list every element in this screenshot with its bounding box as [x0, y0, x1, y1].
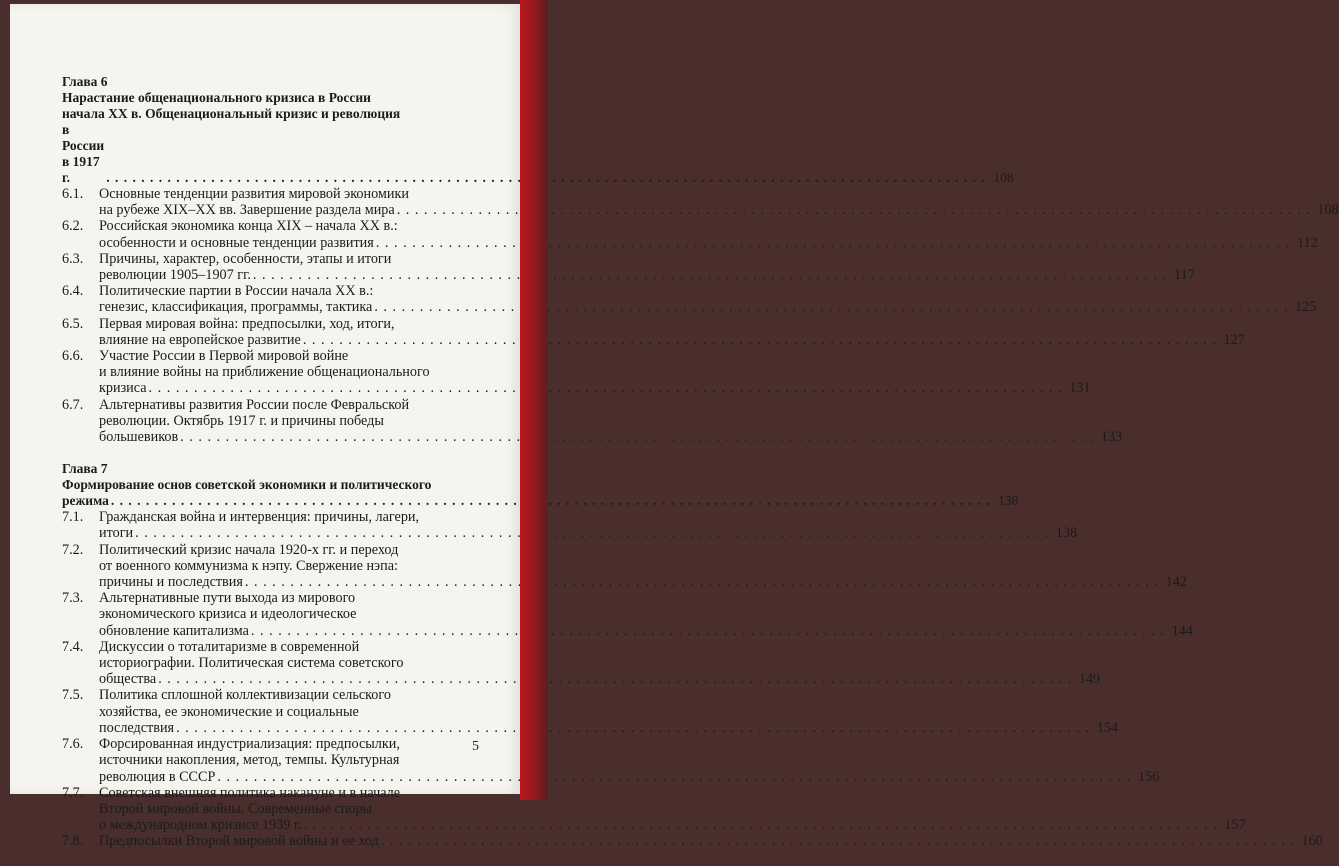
- entry-text: Российская экономика конца XIX – начала XX в.:: [99, 218, 398, 235]
- entry-body: [99, 283, 1316, 315]
- entry-line: [99, 623, 1193, 639]
- entry-page: 125: [1294, 299, 1317, 316]
- entry-page: 142: [1165, 574, 1187, 591]
- entry-line: [99, 785, 1246, 801]
- entry-text: причины и последствия: [99, 574, 243, 591]
- entry-number: 6.2.: [62, 218, 84, 235]
- toc-entry: [62, 315, 1245, 348]
- entry-text: влияние на европейское развитие: [99, 331, 301, 348]
- entry-page: 127: [1223, 331, 1245, 348]
- entry-number: 7.1.: [62, 509, 84, 526]
- entry-body: [99, 736, 1159, 785]
- chapter-label: Глава 6: [62, 74, 108, 89]
- entry-body: [99, 251, 1195, 283]
- entry-line: [99, 704, 1118, 720]
- chapter-title-text: в России в 1917 г.: [62, 122, 105, 185]
- entry-line: [99, 267, 1195, 283]
- entry-text: Политические партии в России начала XX в.:: [99, 283, 374, 300]
- entry-page: 117: [1174, 267, 1195, 284]
- chapter-title-text: Формирование основ советской экономики и политического: [62, 477, 432, 493]
- chapter-label: Глава 7: [62, 461, 108, 477]
- book-cover-edge: [520, 0, 548, 800]
- entry-page: 131: [1069, 380, 1091, 397]
- leader-dots: [149, 380, 1063, 396]
- entry-line: [99, 542, 1187, 558]
- toc-entry: [62, 833, 1323, 850]
- entry-text: особенности и основные тенденции развития: [99, 234, 374, 251]
- leader-dots: [111, 493, 990, 509]
- entry-page: 133: [1100, 429, 1123, 446]
- entry-line: [99, 429, 1122, 445]
- entry-text: революции 1905–1907 гг.: [99, 267, 251, 284]
- toc-entry: [62, 736, 1160, 785]
- entry-text: на рубеже XIX–XX вв. Завершение раздела мира: [99, 202, 395, 219]
- entry-line: [99, 413, 1122, 429]
- table-of-contents: [62, 74, 1339, 866]
- entry-line: [99, 235, 1318, 251]
- entry-text: революция в СССР: [99, 768, 216, 785]
- leader-dots: [251, 623, 1165, 639]
- chapter-title-line: [62, 122, 1014, 186]
- entry-text: Политический кризис начала 1920-х гг. и переход: [99, 541, 399, 558]
- entry-text: Участие России в Первой мировой войне: [99, 348, 349, 365]
- entry-text: революции. Октябрь 1917 г. и причины победы: [99, 412, 384, 429]
- leader-dots: [135, 525, 1049, 541]
- entry-body: [99, 785, 1246, 834]
- entry-number: 6.6.: [62, 348, 84, 365]
- entry-text: Дискуссии о тоталитаризме в современной: [99, 638, 360, 655]
- toc-entry: [62, 638, 1101, 688]
- entry-line: [99, 574, 1187, 590]
- entry-body: [99, 542, 1187, 591]
- entry-line: [99, 655, 1100, 671]
- entry-page: 144: [1171, 622, 1193, 639]
- entry-number: 7.3.: [62, 590, 84, 607]
- entry-text: от военного коммунизма к нэпу. Свержение нэпа:: [99, 557, 398, 574]
- toc-entry: [62, 283, 1317, 316]
- entry-number: 6.4.: [62, 283, 84, 300]
- entry-text: Гражданская война и интервенция: причины, лагери,: [99, 509, 420, 526]
- entry-page: 156: [1138, 768, 1160, 785]
- entry-text: о международном кризисе 1939 г.: [99, 817, 302, 834]
- entry-text: историографии. Политическая система советского: [99, 655, 404, 672]
- chapter-title: [62, 90, 1014, 186]
- toc-entry: [62, 396, 1123, 446]
- book-page: [10, 4, 1339, 850]
- entry-text: Альтернативные пути выхода из мирового: [99, 590, 356, 607]
- chapter-block: [62, 74, 1339, 446]
- chapter-title-line: [62, 493, 1019, 509]
- leader-dots: [176, 720, 1090, 736]
- entry-text: экономического кризиса и идеологическое: [99, 606, 357, 623]
- entry-number: 7.2.: [62, 541, 84, 558]
- entry-page: 154: [1096, 719, 1118, 736]
- entry-line: [99, 687, 1118, 703]
- entry-text: хозяйства, ее экономические и социальные: [99, 703, 359, 720]
- entry-line: [99, 202, 1339, 218]
- entry-line: [99, 525, 1077, 541]
- entry-page: 112: [1296, 234, 1318, 251]
- entry-line: [99, 348, 1090, 364]
- entry-page: 157: [1224, 817, 1246, 834]
- entry-number: 7.7.: [62, 784, 84, 801]
- entry-text: источники накопления, метод, темпы. Культурная: [99, 752, 400, 769]
- leader-dots: [376, 235, 1290, 251]
- entry-number: 7.8.: [62, 833, 84, 850]
- entry-line: [99, 590, 1193, 606]
- toc-entry: [62, 186, 1339, 219]
- entry-line: [99, 671, 1100, 687]
- page-number: 5: [472, 739, 479, 754]
- entry-line: [99, 380, 1090, 396]
- toc-entry: [62, 250, 1195, 284]
- entry-line: [99, 736, 1159, 752]
- toc-entry: [62, 218, 1318, 251]
- entry-page: 108: [1317, 202, 1339, 219]
- entry-text: последствия: [99, 719, 175, 736]
- entry-line: [99, 752, 1159, 768]
- entry-text: Второй мировой войны. Современные споры: [99, 800, 373, 817]
- leader-dots: [303, 332, 1217, 348]
- entry-text: Альтернативы развития России после Февральской: [99, 396, 410, 413]
- entry-line: [99, 801, 1246, 817]
- entry-line: [99, 606, 1193, 622]
- entry-text: генезис, классификация, программы, тактика: [99, 299, 373, 316]
- entry-text: Советская внешняя политика накануне и в начале: [99, 784, 401, 801]
- entry-text: Предпосылки Второй мировой войны и ее ход: [99, 833, 379, 850]
- toc-entry: [62, 541, 1187, 591]
- entry-line: [99, 251, 1195, 267]
- chapter-page: 138: [998, 493, 1019, 509]
- entry-text: Основные тенденции развития мировой экономики: [99, 186, 409, 202]
- toc-entry: [62, 687, 1118, 736]
- entry-body: [99, 218, 1318, 250]
- leader-dots: [245, 574, 1159, 590]
- entry-body: [99, 509, 1077, 541]
- entry-page: 138: [1055, 525, 1078, 542]
- chapter-title: [62, 477, 1019, 509]
- leader-dots: [374, 299, 1288, 315]
- toc-entry: [62, 509, 1078, 542]
- entry-page: 160: [1301, 833, 1323, 850]
- entry-number: 6.3.: [62, 250, 84, 267]
- entry-body: [99, 397, 1122, 446]
- chapter-title-line: [62, 106, 486, 122]
- chapter-page: 108: [993, 170, 1014, 185]
- toc-entry: [62, 348, 1091, 397]
- entry-number: 6.7.: [62, 396, 84, 413]
- chapter-title-text: режима: [62, 493, 109, 509]
- entry-number: 7.5.: [62, 687, 84, 704]
- entry-line: [99, 509, 1077, 525]
- chapter-title-text: Нарастание общенационального кризиса в России: [62, 90, 371, 105]
- entry-body: [99, 186, 1339, 218]
- leader-dots: [217, 769, 1131, 785]
- leader-dots: [253, 267, 1167, 283]
- entry-line: [99, 639, 1100, 655]
- leader-dots: [381, 833, 1295, 849]
- entry-line: [99, 186, 1339, 202]
- entry-line: [99, 720, 1118, 736]
- entry-text: Форсированная индустриализация: предпосылки,: [99, 736, 400, 753]
- entry-text: Причины, характер, особенности, этапы и итоги: [99, 250, 392, 267]
- entry-line: [99, 558, 1187, 574]
- entry-line: [99, 817, 1246, 833]
- entry-number: 6.5.: [62, 315, 84, 332]
- entry-text: большевиков: [99, 429, 179, 446]
- entry-body: [99, 833, 1323, 849]
- entry-body: [99, 590, 1193, 639]
- entry-line: [99, 833, 1323, 849]
- entry-body: [99, 639, 1100, 688]
- entry-page: 149: [1078, 671, 1101, 688]
- entry-text: кризиса: [99, 380, 147, 397]
- entry-line: [99, 218, 1318, 234]
- entry-line: [99, 283, 1316, 299]
- entry-body: [99, 687, 1118, 736]
- entry-text: Первая мировая война: предпосылки, ход, итоги,: [99, 315, 395, 332]
- entry-line: [99, 769, 1159, 785]
- entry-text: общества: [99, 671, 157, 688]
- entry-line: [99, 364, 1090, 380]
- chapter-title-text: начала XX в. Общенациональный кризис и революция: [62, 106, 401, 121]
- entry-text: Политика сплошной коллективизации сельского: [99, 687, 391, 704]
- entry-body: [99, 348, 1090, 397]
- entry-line: [99, 316, 1245, 332]
- entry-line: [99, 299, 1316, 315]
- leader-dots: [158, 671, 1072, 687]
- entry-number: 7.6.: [62, 736, 84, 753]
- entry-number: 7.4.: [62, 638, 84, 655]
- entry-text: итоги: [99, 525, 134, 542]
- entry-number: 6.1.: [62, 186, 84, 202]
- entry-text: обновление капитализма: [99, 622, 249, 639]
- leader-dots: [304, 817, 1218, 833]
- toc-entry: [62, 590, 1193, 639]
- entry-line: [99, 397, 1122, 413]
- chapter-title-line: [62, 90, 486, 106]
- chapter-title-line: [62, 477, 486, 493]
- chapter-block: [62, 461, 1323, 850]
- entry-text: и влияние войны на приближение общенационального: [99, 364, 430, 381]
- entry-body: [99, 316, 1245, 348]
- leader-dots: [180, 429, 1094, 445]
- entry-line: [99, 332, 1245, 348]
- toc-entry: [62, 784, 1246, 834]
